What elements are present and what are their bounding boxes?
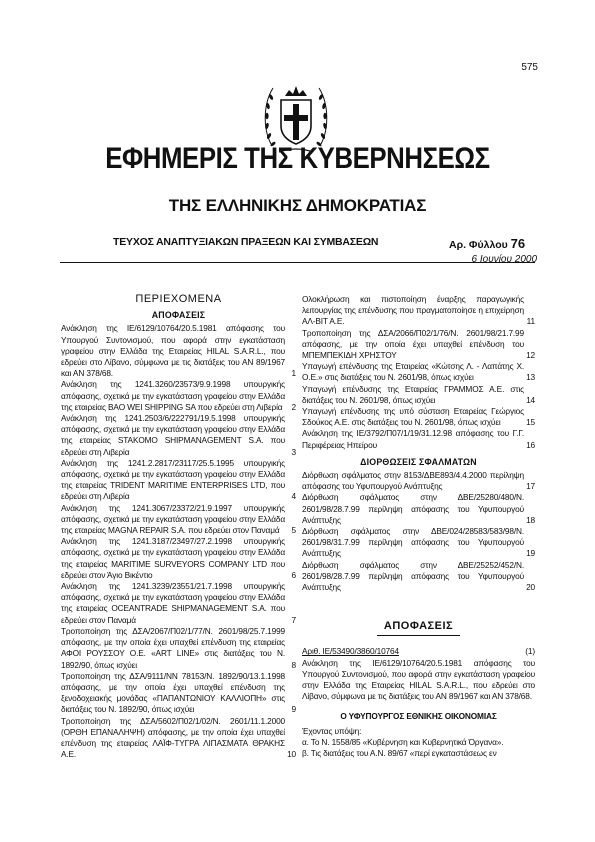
toc-entry-text: Ανάκληση της 1241.2503/6/222791/19.5.1998 υπουργικής απόφασης, σχετικά με την εγκατάσταση γραφείου στην Ελλάδα της εταιρείας STAKOMO SHIPMANAGEMENT S.A. που εδρεύει στη Λιβερία <box>61 413 285 457</box>
toc-entry-text: Ανάκληση της 1241.3239/23551/21.7.1998 υπουργικής απόφασης, σχετικά με την εγκατάσταση γραφείου στην Ελλάδα της εταιρείας OCEANTRADE SHIPMANAGEMENT S.A. που εδρεύει στον Παναμά <box>61 581 285 625</box>
toc-entry-text: Ανάκληση της 1241.3067/23372/21.9.1997 υπουργικής απόφασης, σχετικά με την εγκατάσταση γραφείου στην Ελλάδα της εταιρείας MAGNA REPAIR S.A. που εδρεύει στον Παναμά <box>61 502 285 536</box>
considering-line: Έχοντας υπόψη: <box>302 725 362 736</box>
page-number: 575 <box>521 62 538 73</box>
toc-entry-page: 8 <box>291 659 296 670</box>
contents-title: ΠΕΡΙΕΧΟΜΕΝΑ <box>135 293 222 305</box>
decision-ref-text: Αριθ. ΙΕ/53490/3860/10764 <box>302 646 399 657</box>
toc-entry-page: 14 <box>526 394 535 405</box>
toc-entry-page: 7 <box>291 614 296 625</box>
decision-body: Ανάκληση της ΙΕ/6129/10764/20.5.1981 απόφασης του Υπουργού Συντονισμού, που αφορά στην εγκατάσταση γραφείου στην Ελλάδα της Εταιρείας HILAL S.A.R.L., που εδρεύει στο Λίβανο, σύμφωνα με τις διατάξεις του ΑΝ 89/1967 και ΑΝ 378/68. <box>302 657 535 702</box>
toc-entry-text: Ολοκλήρωση και πιστοποίηση έναρξης παραγωγικής λειτουργίας της επένδυσης που πραγματοποίησε η επιχείρηση ΑΛ-ΒΙΤ Α.Ε. <box>302 294 524 327</box>
toc-entry-page: 19 <box>526 548 535 559</box>
sheet-number-value: 76 <box>510 236 526 251</box>
toc-entry-text: Ανάκληση της 1241.3260/23573/9.9.1998 υπουργικής απόφασης, σχετικά με την εγκατάσταση γραφείου στην Ελλάδα της εταιρείας BAO WEI SHIPPING SA που εδρεύει στη Λιβερία <box>61 379 285 412</box>
toc-entry-text: Διόρθωση σφάλματος στην ΔΒΕ/024/28583/583/98/Ν. 2601/98/31.7.99 περίληψη απόφασης του Υφυπουργού Ανάπτυξης <box>302 526 524 559</box>
toc-entry <box>61 626 296 671</box>
header-rule <box>60 262 535 263</box>
toc-entry-text: Ανάκληση της ΙΕ/3792/Π07/1/19/31.12.98 απόφασης του Γ.Γ. Περιφέρειας Ηπείρου <box>302 428 524 450</box>
gazette-title: ΕΦΗΜΕΡΙΣ ΤΗΣ ΚΥΒΕΡΝΗΣΕΩΣ <box>105 142 490 175</box>
toc-entry-page: 9 <box>291 704 296 715</box>
contents-left-list <box>61 323 296 760</box>
toc-entry-page: 18 <box>526 514 535 525</box>
toc-entry-text: Ανάκληση της 1241.2.2817/23117/25.5.1995 υπουργικής απόφασης, σχετικά με την εγκατάσταση γραφείου στην Ελλάδα της εταιρείας TRIDENT MARITIME ENTERPRISES LTD, που εδρεύει στη Λιβερία <box>61 457 285 502</box>
sheet-number <box>449 236 525 251</box>
toc-entry-page: 10 <box>287 749 296 760</box>
toc-entry-text: Ανάκληση της ΙΕ/6129/10764/20.5.1981 απόφασης του Υπουργού Συντονισμού, που αφορά στην εγκατάσταση γραφείου στην Ελλάδα της Εταιρείας HILAL S.A.R.L., που εδρεύει στο Λίβανο, σύμφωνα με τις διατάξεις του ΑΝ 89/1967 και ΑΝ 378/68. <box>61 323 285 379</box>
toc-entry-page: 4 <box>291 491 296 502</box>
toc-entry-text: Τροποποίηση της ΔΣΑ/2067/Π02/1/77/Ν. 2601/98/25.7.1999 απόφασης, με την οποία έχει υπαχθεί επένδυση της εταιρείας ΑΦΟΙ ΡΟΥΣΣΟΥ Ο.Ε. «ART LINE» στις διατάξεις του Ν. 1892/90, όπως ισχύει <box>61 625 285 670</box>
toc-entry-page: 16 <box>526 439 535 450</box>
minister-heading: Ο ΥΦΥΠΟΥΡΓΟΣ ΕΘΝΙΚΗΣ ΟΙΚΟΝΟΜΙΑΣ <box>340 710 497 721</box>
decision-reference <box>302 646 535 657</box>
contents-right-column <box>302 294 535 759</box>
contents-right-list <box>302 294 535 451</box>
decisions-section-heading: ΑΠΟΦΑΣΕΙΣ <box>302 621 535 632</box>
toc-entry-page: 3 <box>291 446 296 457</box>
toc-entry <box>61 503 296 537</box>
toc-entry <box>302 294 535 328</box>
toc-entry-text: Υπαγωγή επένδυσης της Εταιρείας «Κώτσης Λ. - Λαπάτης Χ. Ο.Ε.» στις διατάξεις του Ν. 2601/98, όπως ισχύει <box>302 361 524 383</box>
point-b: β. Τις διατάξεις του Α.Ν. 89/67 «περί εγκαταστάσεως εν <box>302 748 497 759</box>
toc-entry-page: 11 <box>526 316 535 327</box>
toc-entry-page: 5 <box>291 525 296 536</box>
toc-entry-page: 15 <box>526 417 535 428</box>
toc-entry-page: 6 <box>291 569 296 580</box>
point-a: α. Το Ν. 1558/85 «Κυβέρνηση και Κυβερνητικά Όργανα». <box>302 736 504 747</box>
toc-entry-text: Διόρθωση σφάλματος στην ΔΒΕ/25280/480/Ν. 2601/98/28.7.99 περίληψη απόφασης του Υφυπουργού Ανάπτυξης <box>302 492 524 525</box>
toc-entry <box>61 413 296 458</box>
toc-entry-text: Τροποποίηση της ΔΣΑ/2066/Π02/1/76/Ν. 2601/98/21.7.99 απόφασης, με την οποία έχει υπαχθεί επένδυση του ΜΠΕΜΠΕΚΙΔΗ ΧΡΗΣΤΟΥ <box>302 327 524 361</box>
corrections-heading: ΔΙΟΡΘΩΣΕΙΣ ΣΦΑΛΜΑΤΩΝ <box>360 456 477 467</box>
toc-entry <box>302 492 535 526</box>
contents-left-column <box>61 294 296 760</box>
toc-entry <box>61 379 296 413</box>
toc-entry-text: Υπαγωγή επένδυσης της υπό σύσταση Εταιρείας Γεώργιος Σδούκος Α.Ε. στις διατάξεις του Ν. 2601/98, όπως ισχύει <box>302 406 524 428</box>
toc-entry <box>61 536 296 581</box>
toc-entry <box>302 384 535 406</box>
toc-entry <box>302 328 535 362</box>
toc-entry <box>302 560 535 594</box>
gazette-subtitle: ΤΗΣ ΕΛΛΗΝΙΚΗΣ ΔΗΜΟΚΡΑΤΙΑΣ <box>168 196 427 215</box>
toc-entry-page: 17 <box>526 481 535 492</box>
corrections-list <box>302 470 535 593</box>
toc-entry <box>61 716 296 761</box>
toc-entry <box>61 671 296 716</box>
toc-entry-text: Τροποποίηση της ΔΣΑ/5602/Π02/1/02/Ν. 2601/11.1.2000 (ΟΡΘΗ ΕΠΑΝΑΛΗΨΗ) απόφασης, με την οποία έχει υπαχθεί επένδυση της εταιρείας ΛΑΪΦ-ΤΥΓΡΑ ΛΙΠΑΣΜΑΤΑ ΘΡΑΚΗΣ Α.Ε. <box>61 715 285 760</box>
toc-entry <box>61 323 296 379</box>
toc-entry-text: Διόρθωση σφάλματος στην 8153/ΔΒΕ893/4.4.2000 περίληψη απόφασης του Υφυπουργού Ανάπτυξης <box>302 470 524 492</box>
toc-entry <box>302 361 535 383</box>
contents-decisions-heading: ΑΠΟΦΑΣΕΙΣ <box>151 310 206 321</box>
sheet-label: Αρ. Φύλλου <box>449 239 508 251</box>
toc-entry-text: Τροποποίηση της ΔΣΑ/9111/ΝΝ 78153/Ν. 1892/90/13.1.1998 απόφασης, με την οποία έχει υπαχθεί επένδυση της ξενοδοχειακής μονάδας «ΠΑΠΑΝΤΩΝΙΟΥ ΚΑΛΛΙΟΠΗ» στις διατάξεις του Ν. 1892/90, όπως ισχύει <box>61 670 285 715</box>
toc-entry-page: 20 <box>526 582 535 593</box>
toc-entry <box>302 470 535 492</box>
toc-entry <box>61 458 296 503</box>
toc-entry-page: 13 <box>526 372 535 383</box>
toc-entry <box>302 526 535 560</box>
toc-entry-text: Ανάκληση της 1241.3187/23497/27.2.1998 υπουργικής απόφασης, σχετικά με την εγκατάσταση γραφείου στην Ελλάδα της εταιρείας MARITIME SURVEYORS COMPANY LTD που εδρεύει στον Άγιο Βικέντιο <box>61 536 285 580</box>
toc-entry <box>302 406 535 428</box>
toc-entry-text: Διόρθωση σφάλματος στην ΔΒΕ/25252/452/Ν. 2601/98/28.7.99 περίληψη απόφασης του Υφυπουργού Ανάπτυξης <box>302 559 524 593</box>
toc-entry-page: 12 <box>526 350 535 361</box>
toc-entry <box>61 581 296 626</box>
toc-entry-page: 1 <box>291 368 296 379</box>
toc-entry <box>302 428 535 450</box>
toc-entry-text: Υπαγωγή επένδυσης της Εταιρείας ΓΡΑΜΜΟΣ Α.Ε. στις διατάξεις του Ν. 2601/98, όπως ισχύει <box>302 383 524 405</box>
toc-entry-page: 2 <box>291 401 296 412</box>
issue-date: 6 Ιουνίου 2000 <box>471 254 537 265</box>
decision-ref-number: (1) <box>525 646 535 657</box>
issue-series: ΤΕΥΧΟΣ ΑΝΑΠΤΥΞΙΑΚΩΝ ΠΡΑΞΕΩΝ ΚΑΙ ΣΥΜΒΑΣΕΩΝ <box>113 236 379 248</box>
